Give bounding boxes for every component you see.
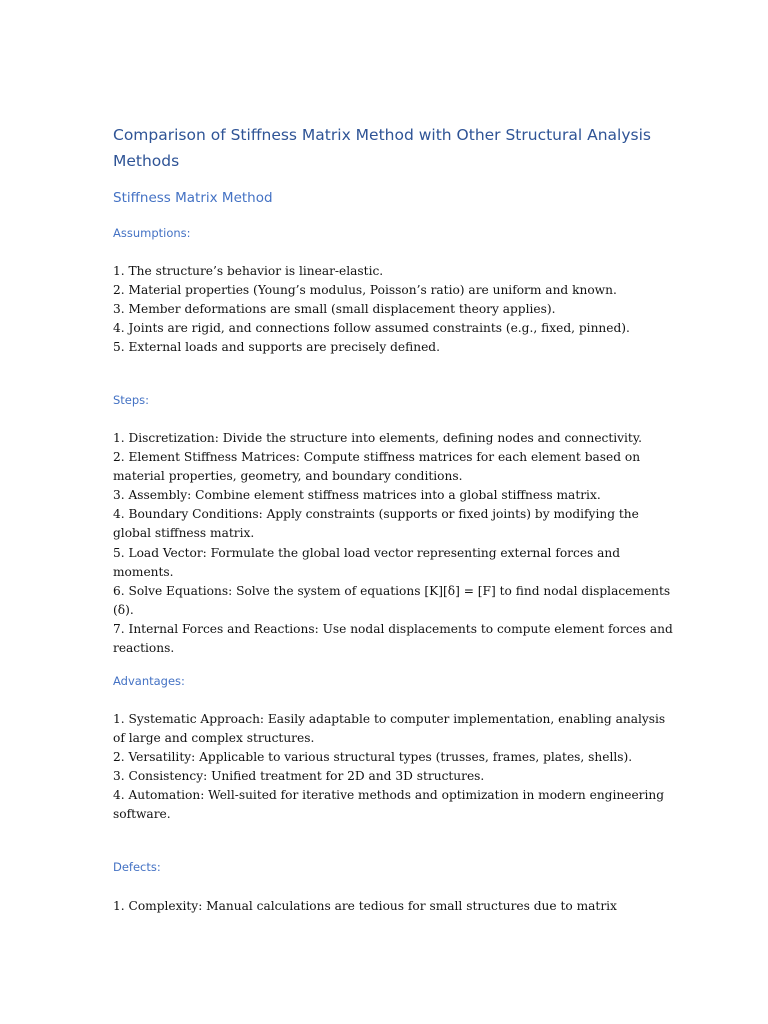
assumptions-list [113, 262, 673, 357]
list-item: 4. Boundary Conditions: Apply constraints (supports or fixed joints) by modifying the global stiffness matrix. [113, 507, 639, 541]
list-item: 1. Systematic Approach: Easily adaptable to computer implementation, enabling analysis of large and complex structures. [113, 712, 666, 746]
document-title: Comparison of Stiffness Matrix Method with Other Structural Analysis Methods [113, 126, 651, 170]
list-item: 1. Complexity: Manual calculations are tedious for small structures due to matrix [113, 899, 617, 913]
steps-list [113, 429, 673, 658]
list-item: 2. Element Stiffness Matrices: Compute stiffness matrices for each element based on material properties, geometry, and boundary conditions. [113, 450, 641, 484]
advantages-list [113, 710, 673, 825]
list-item: 2. Material properties (Young’s modulus, Poisson’s ratio) are uniform and known. [113, 283, 617, 298]
assumptions-heading: Assumptions: [113, 226, 191, 240]
list-item: 6. Solve Equations: Solve the system of equations [K][δ] = [F] to find nodal displacements (δ). [113, 583, 671, 617]
list-item: 4. Joints are rigid, and connections follow assumed constraints (e.g., fixed, pinned). [113, 321, 630, 336]
list-item: 1. Discretization: Divide the structure into elements, defining nodes and connectivity. [113, 431, 642, 445]
list-item: 5. External loads and supports are precisely defined. [113, 340, 440, 355]
list-item: 4. Automation: Well-suited for iterative methods and optimization in modern engineering software. [113, 788, 665, 822]
steps-heading: Steps: [113, 393, 150, 407]
list-item: 5. Load Vector: Formulate the global load vector representing external forces and moments. [113, 545, 621, 579]
advantages-heading: Advantages: [113, 674, 185, 688]
defects-heading: Defects: [113, 860, 161, 874]
defects-list [113, 897, 673, 916]
list-item: 7. Internal Forces and Reactions: Use nodal displacements to compute element forces and reactions. [113, 621, 673, 656]
list-item: 1. The structure’s behavior is linear-elastic. [113, 264, 384, 278]
section-heading: Stiffness Matrix Method [113, 190, 273, 206]
list-item: 3. Member deformations are small (small displacement theory applies). [113, 302, 556, 317]
list-item: 3. Consistency: Unified treatment for 2D and 3D structures. [113, 769, 485, 784]
list-item: 3. Assembly: Combine element stiffness matrices into a global stiffness matrix. [113, 488, 601, 503]
list-item: 2. Versatility: Applicable to various structural types (trusses, frames, plates, shells). [113, 750, 633, 765]
